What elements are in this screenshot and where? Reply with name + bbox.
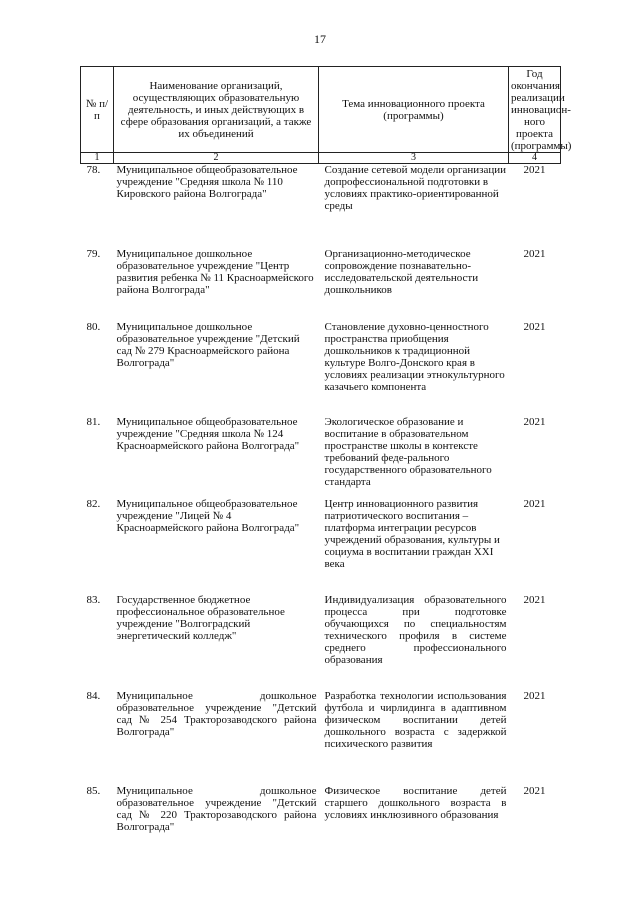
organization-name: Государственное бюджетное профессиональное образовательное учреждение "Волгоградский энергетический колледж": [116, 593, 285, 642]
row-number: 78.: [86, 164, 101, 176]
table-row: [81, 785, 561, 845]
table-row: [81, 690, 561, 785]
project-topic: Физическое воспитание детей старшего дошкольного возраста в условиях инклюзивного образования: [324, 784, 507, 821]
column-number: 4: [509, 153, 561, 164]
header-topic: Тема инновационного проекта (программы): [319, 67, 509, 153]
page-number: 17: [314, 32, 326, 46]
row-number: 83.: [86, 593, 101, 606]
end-year: 2021: [523, 164, 546, 176]
column-number: 1: [81, 153, 114, 164]
header-num: № п/п: [81, 67, 114, 153]
table-row: [81, 164, 561, 248]
project-topic: Центр инновационного развития патриотического воспитания – платформа интеграции ресурсов учреждений образования, культуры и социума в воспитании граждан XXI века: [324, 497, 500, 570]
organization-name: Муниципальное дошкольное образовательное учреждение "Детский сад № 254 Тракторозаводского района Волгограда": [116, 689, 317, 738]
end-year: 2021: [523, 784, 546, 797]
organization-name: Муниципальное общеобразовательное учреждение "Лицей № 4 Красноармейского района Волгограда": [116, 497, 300, 534]
header-row: [81, 67, 561, 153]
organization-name: Муниципальное дошкольное образовательное учреждение "Детский сад № 279 Красноармейского района Волгограда": [116, 320, 300, 369]
end-year: 2021: [523, 689, 546, 702]
project-topic: Становление духовно-ценностного пространства приобщения дошкольников к традиционной культуре Волго-Донского края в условиях реализации этнокультурного казачьего компонента: [324, 320, 505, 393]
organization-name: Муниципальное дошкольное образовательное учреждение "Детский сад № 220 Тракторозаводского района Волгограда": [116, 784, 317, 833]
project-topic: Разработка технологии использования футбола и чирлидинга в адаптивном физическом воспитании детей дошкольного возраста с задержкой психического развития: [324, 689, 507, 750]
row-number: 82.: [86, 497, 101, 510]
row-number: 80.: [86, 320, 101, 333]
table-row: [81, 248, 561, 321]
table-row: [81, 321, 561, 416]
end-year: 2021: [523, 247, 546, 260]
organization-name: Муниципальное общеобразовательное учреждение "Средняя школа № 124 Красноармейского района Волгограда": [116, 415, 300, 452]
innovation-projects-table: [80, 66, 572, 845]
table-row: [81, 416, 561, 498]
column-number: 3: [319, 153, 509, 164]
row-number: 79.: [86, 247, 101, 260]
project-topic: Организационно-методическое сопровождение познавательно-исследовательской деятельности дошкольников: [324, 247, 479, 296]
header-org: Наименование организаций, осуществляющих образовательную деятельность, и иных действующих в сфере образования организаций, а также их объединений: [114, 67, 319, 153]
end-year: 2021: [523, 593, 546, 606]
column-numbers-row: [81, 153, 561, 164]
row-number: 85.: [86, 784, 101, 797]
header-year: Год окончания реализации инновацион-ного проекта (программы): [509, 67, 561, 153]
table-row: [81, 498, 561, 594]
project-topic: Индивидуализация образовательного процесса при подготовке обучающихся по специальностям технического профиля в системе среднего профессионального образования: [324, 593, 507, 666]
end-year: 2021: [523, 497, 546, 510]
project-topic: Экологическое образование и воспитание в образовательном пространстве школы в контексте требований феде-рального государственного образовательного стандарта: [324, 415, 492, 488]
row-number: 84.: [86, 689, 101, 702]
column-number: 2: [114, 153, 319, 164]
project-topic: Создание сетевой модели организации допрофессиональной подготовки в условиях практико-ориентированной среды: [324, 164, 507, 212]
organization-name: Муниципальное общеобразовательное учреждение "Средняя школа № 110 Кировского района Волгограда": [116, 164, 298, 200]
table-row: [81, 594, 561, 690]
end-year: 2021: [523, 415, 546, 428]
organization-name: Муниципальное дошкольное образовательное учреждение "Центр развития ребенка № 11 Красноармейского района Волгограда": [116, 247, 314, 296]
row-number: 81.: [86, 415, 101, 428]
end-year: 2021: [523, 320, 546, 333]
